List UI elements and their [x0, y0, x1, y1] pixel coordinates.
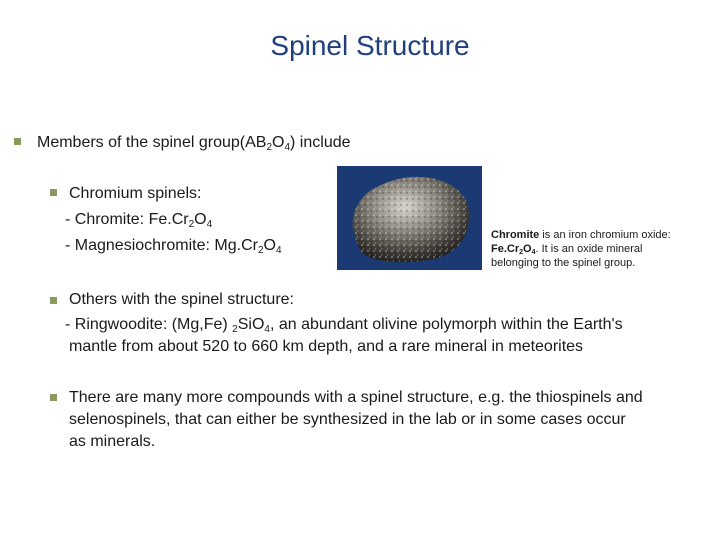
caption-text: . It is an oxide mineral — [535, 243, 643, 255]
caption-line-2 — [491, 242, 706, 256]
more-compounds-line-3: as minerals. — [69, 433, 156, 450]
subscript: 2 — [257, 245, 264, 256]
caption-formula: O — [523, 243, 532, 255]
caption-line-3: belonging to the spinel group. — [491, 257, 636, 269]
subscript: 2 — [188, 219, 195, 230]
subscript: 2 — [232, 324, 238, 335]
caption-line-1 — [491, 228, 706, 242]
chromite-formula-line — [65, 208, 212, 232]
subscript: 4 — [206, 219, 213, 230]
bullet-text: O — [263, 237, 276, 254]
bullet-marker — [50, 189, 57, 196]
bullet-marker — [14, 138, 21, 145]
caption-bold-word: Chromite — [491, 229, 540, 241]
bullet-text: ) include — [290, 134, 351, 151]
subscript: 4 — [275, 245, 282, 256]
bullet-text: - Magnesiochromite: Mg.Cr — [65, 237, 258, 254]
ringwoodite-line-1 — [65, 313, 623, 337]
bullet-text: O — [194, 211, 207, 228]
chromite-rock-image — [337, 166, 482, 270]
caption-formula: Fe.Cr — [491, 243, 520, 255]
more-compounds-line-2: selenospinels, that can either be synthesized in the lab or in some cases occur — [69, 411, 626, 428]
bullet-spinel-members — [37, 131, 351, 155]
bullet-others-heading: Others with the spinel structure: — [69, 291, 294, 308]
chromite-photo — [337, 166, 482, 270]
caption-text: is an iron chromium oxide: — [539, 229, 671, 241]
slide-title: Spinel Structure — [270, 30, 470, 61]
bullet-text: - Chromite: Fe.Cr — [65, 211, 189, 228]
bullet-text: SiO — [237, 316, 265, 333]
magnesiochromite-formula-line — [65, 234, 282, 258]
bullet-marker — [50, 394, 57, 401]
bullet-chromium-heading: Chromium spinels: — [69, 185, 202, 202]
subscript: 4 — [284, 142, 291, 153]
bullet-marker — [50, 297, 57, 304]
ringwoodite-line-2: mantle from about 520 to 660 km depth, and a rare mineral in meteorites — [69, 338, 584, 355]
subscript: 4 — [531, 249, 536, 256]
bullet-text: , an abundant olivine polymorph within the Earth's — [269, 316, 623, 333]
subscript: 4 — [264, 324, 270, 335]
chromite-caption — [491, 228, 706, 270]
bullet-text: Members of the spinel group(AB — [37, 134, 267, 151]
bullet-text: - Ringwoodite: (Mg,Fe) — [65, 316, 233, 333]
subscript: 2 — [519, 249, 524, 256]
bullet-text: O — [272, 134, 285, 151]
subscript: 2 — [266, 142, 273, 153]
more-compounds-line-1: There are many more compounds with a spinel structure, e.g. the thiospinels and — [69, 389, 643, 406]
